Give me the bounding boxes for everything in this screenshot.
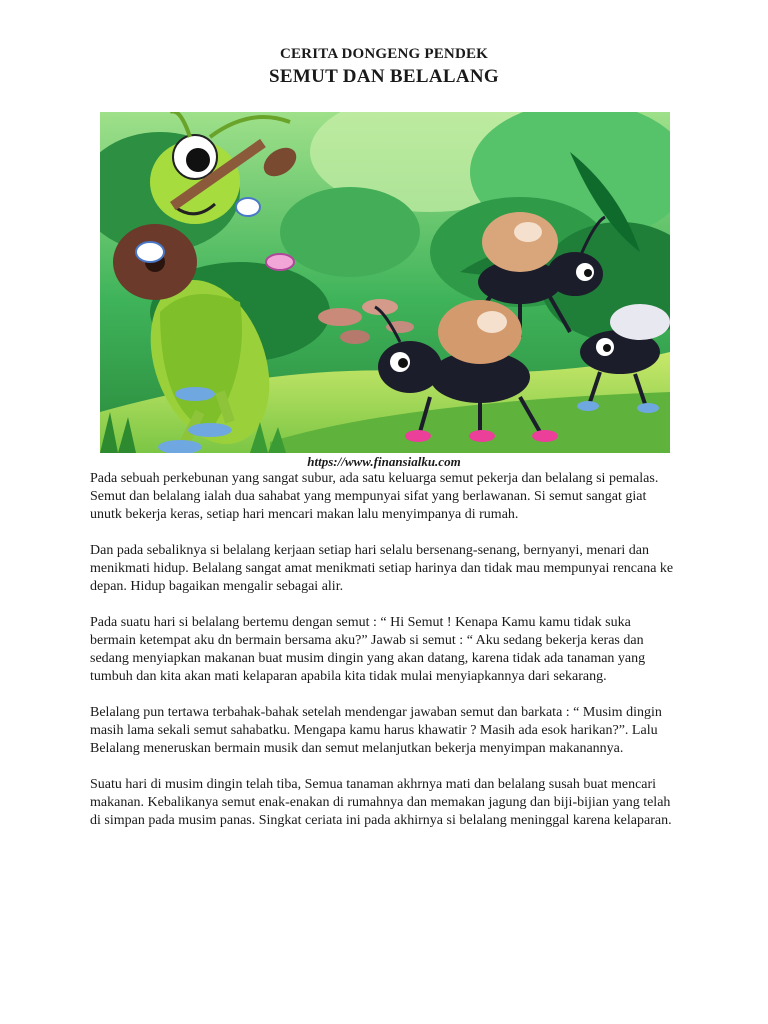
story-body <box>90 470 680 848</box>
grasshopper-and-ants-illustration <box>100 112 670 453</box>
paragraph-3: Pada suatu hari si belalang bertemu dengan semut : “ Hi Semut ! Kenapa Kamu kamu tidak suka bermain ketempat aku dn bermain bersama aku?” Jawab si semut : “ Aku sedang bekerja keras dan sedang menyiapkan makanan buat musim dingin yang akan datang, karena tidak ada tanaman yang tumbuh dan kita akan mati kelaparan apabila kita tidak mulai menyiapkannya dari sekarang. <box>90 615 646 684</box>
paragraph-2: Dan pada sebaliknya si belalang kerjaan setiap hari selalu bersenang-senang, bernyanyi, menari dan menikmati hidup. Belalang sangat amat menikmati setiap harinya dan tidak mau mempunyai rencana ke depan. Hidup bagaikan mengalir sebagai alir. <box>90 543 674 594</box>
document-title: SEMUT DAN BELALANG <box>269 66 499 87</box>
paragraph-4: Belalang pun tertawa terbahak-bahak setelah mendengar jawaban semut dan barkata : “ Musim dingin masih lama sekali semut sahabatku. Mengapa kamu harus khawatir ? Masih ada esok harikan?”. Lalu Belalang meneruskan bermain musik dan semut melanjutkan bekerja menyimpan makanannya. <box>90 705 662 756</box>
image-credit: https://www.finansialku.com <box>307 454 461 469</box>
story-illustration <box>100 112 670 453</box>
paragraph-1: Pada sebuah perkebunan yang sangat subur, ada satu keluarga semut pekerja dan belalang si pemalas. Semut dan belalang ialah dua sahabat yang mempunyai sifat yang berlawanan. Si semut sangat giat unutk bekerja keras, setiap hari mencari makan lalu menyimpanya di rumah. <box>90 471 659 522</box>
paragraph-5: Suatu hari di musim dingin telah tiba, Semua tanaman akhrnya mati dan belalang susah buat mencari makanan. Kebalikanya semut enak-enakan di rumahnya dan memakan jagung dan biji-bijian yang telah di simpan pada musim panas. Singkat ceriata ini pada akhirnya si belalang meninggal karena kelaparan. <box>90 777 672 828</box>
document-subtitle: CERITA DONGENG PENDEK <box>279 46 489 62</box>
